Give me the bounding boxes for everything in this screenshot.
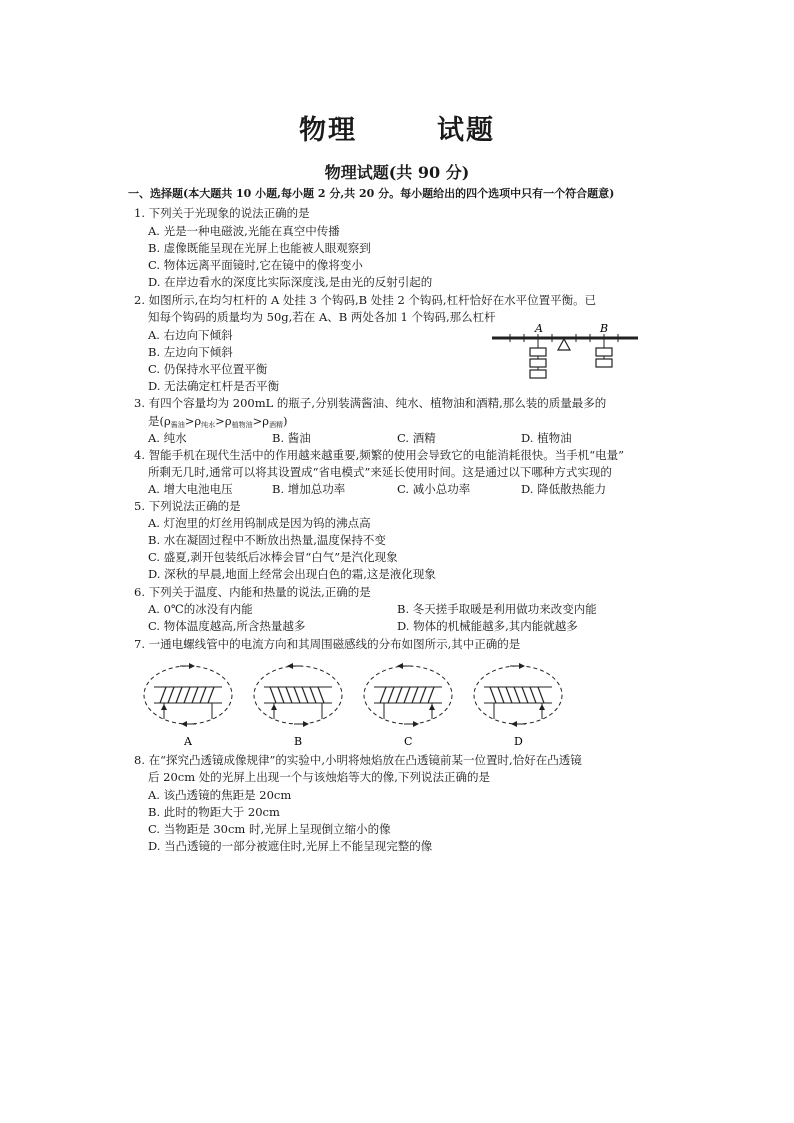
figure-label-d: D	[514, 735, 523, 748]
q5-option-d: D. 深秋的早晨,地面上经常会出现白色的霜,这是液化现象	[148, 567, 436, 581]
q6-stem: 6. 下列关于温度、内能和热量的说法,正确的是	[134, 585, 371, 599]
solenoid-b	[254, 666, 342, 748]
q3-density-relation: 是$(\rho_{酱油}>\rho_{纯水}>\rho_{植物油}>\rho_{酒精})$	[148, 414, 288, 429]
figure-label-a: A	[184, 735, 192, 748]
q8-stem-2: 后 20cm 处的光屏上出现一个与该烛焰等大的像,下列说法正确的是	[148, 770, 490, 784]
solenoid-a	[144, 666, 232, 748]
page-title	[0, 108, 794, 147]
q4-option-a: A. 增大电池电压	[148, 482, 233, 496]
q2-option-d: D. 无法确定杠杆是否平衡	[148, 379, 280, 393]
q3-option-a: A. 纯水	[148, 431, 187, 445]
lever-label-b: B	[600, 322, 609, 335]
q2-option-b: B. 左边向下倾斜	[148, 345, 233, 359]
section-heading: 一、选择题(本大题共 10 小题,每小题 2 分,共 20 分。每小题给出的四个选项中只有一个符合题意)	[128, 187, 615, 200]
q7-stem: 7. 一通电螺线管中的电流方向和其周围磁感线的分布如图所示,其中正确的是	[134, 637, 521, 651]
title-right: 试题	[437, 115, 495, 146]
lever-figure	[490, 322, 640, 388]
q4-stem-1: 4. 智能手机在现代生活中的作用越来越重要,频繁的使用会导致它的电能消耗很快。当手机“电量”	[134, 448, 625, 462]
q6-option-d: D. 物体的机械能越多,其内能就越多	[397, 619, 578, 633]
figure-label-b: B	[294, 735, 303, 748]
solenoid-c	[364, 666, 452, 748]
q4-option-d: D. 降低散热能力	[521, 482, 607, 496]
q1-stem: 1. 下列关于光现象的说法正确的是	[134, 206, 310, 220]
q1-option-b: B. 虚像既能呈现在光屏上也能被人眼观察到	[148, 241, 371, 255]
q8-option-a: A. 该凸透镜的焦距是 20cm	[148, 788, 292, 802]
q5-stem: 5. 下列说法正确的是	[134, 499, 241, 513]
q2-option-a: A. 右边向下倾斜	[148, 328, 233, 342]
q8-option-b: B. 此时的物距大于 20cm	[148, 805, 280, 819]
q3-option-c: C. 酒精	[397, 431, 436, 445]
solenoid-d	[474, 666, 562, 748]
solenoid-figures	[140, 655, 580, 750]
q5-option-b: B. 水在凝固过程中不断放出热量,温度保持不变	[148, 533, 386, 547]
q6-option-c: C. 物体温度越高,所含热量越多	[148, 619, 306, 633]
q4-stem-2: 所剩无几时,通常可以将其设置成“省电模式”来延长使用时间。这是通过以下哪种方式实现的	[148, 465, 612, 479]
lever-label-a: A	[535, 322, 543, 335]
q1-option-a: A. 光是一种电磁波,光能在真空中传播	[148, 224, 340, 238]
q2-option-c: C. 仍保持水平位置平衡	[148, 362, 268, 376]
q6-option-a: A. 0℃的冰没有内能	[148, 602, 253, 616]
q8-option-d: D. 当凸透镜的一部分被遮住时,光屏上不能呈现完整的像	[148, 839, 433, 853]
figure-label-c: C	[404, 735, 413, 748]
q2-stem-1: 2. 如图所示,在均匀杠杆的 A 处挂 3 个钩码,B 处挂 2 个钩码,杠杆恰好在水平位置平衡。已	[134, 293, 597, 307]
q5-option-c: C. 盛夏,剥开包装纸后冰棒会冒“白气”是汽化现象	[148, 550, 398, 564]
page-subtitle: 物理试题(共 90 分)	[324, 163, 470, 182]
q1-option-d: D. 在岸边看水的深度比实际深度浅,是由光的反射引起的	[148, 275, 433, 289]
q4-option-c: C. 减小总功率	[397, 482, 471, 496]
q5-option-a: A. 灯泡里的灯丝用钨制成是因为钨的沸点高	[148, 516, 371, 530]
q6-option-b: B. 冬天搓手取暖是利用做功来改变内能	[397, 602, 597, 616]
title-left: 物理	[299, 115, 357, 146]
q3-option-b: B. 酱油	[272, 431, 311, 445]
q2-stem-2: 知每个钩码的质量均为 50g,若在 A、B 两处各加 1 个钩码,那么杠杆	[148, 310, 496, 324]
q1-option-c: C. 物体远离平面镜时,它在镜中的像将变小	[148, 258, 363, 272]
q4-option-b: B. 增加总功率	[272, 482, 346, 496]
q3-stem: 3. 有四个容量均为 200mL 的瓶子,分别装满酱油、纯水、植物油和酒精,那么装的质量最多的	[134, 396, 607, 410]
q8-option-c: C. 当物距是 30cm 时,光屏上呈现倒立缩小的像	[148, 822, 391, 836]
q8-stem-1: 8. 在“探究凸透镜成像规律”的实验中,小明将烛焰放在凸透镜前某一位置时,恰好在凸透镜	[134, 753, 582, 767]
q3-option-d: D. 植物油	[521, 431, 572, 445]
